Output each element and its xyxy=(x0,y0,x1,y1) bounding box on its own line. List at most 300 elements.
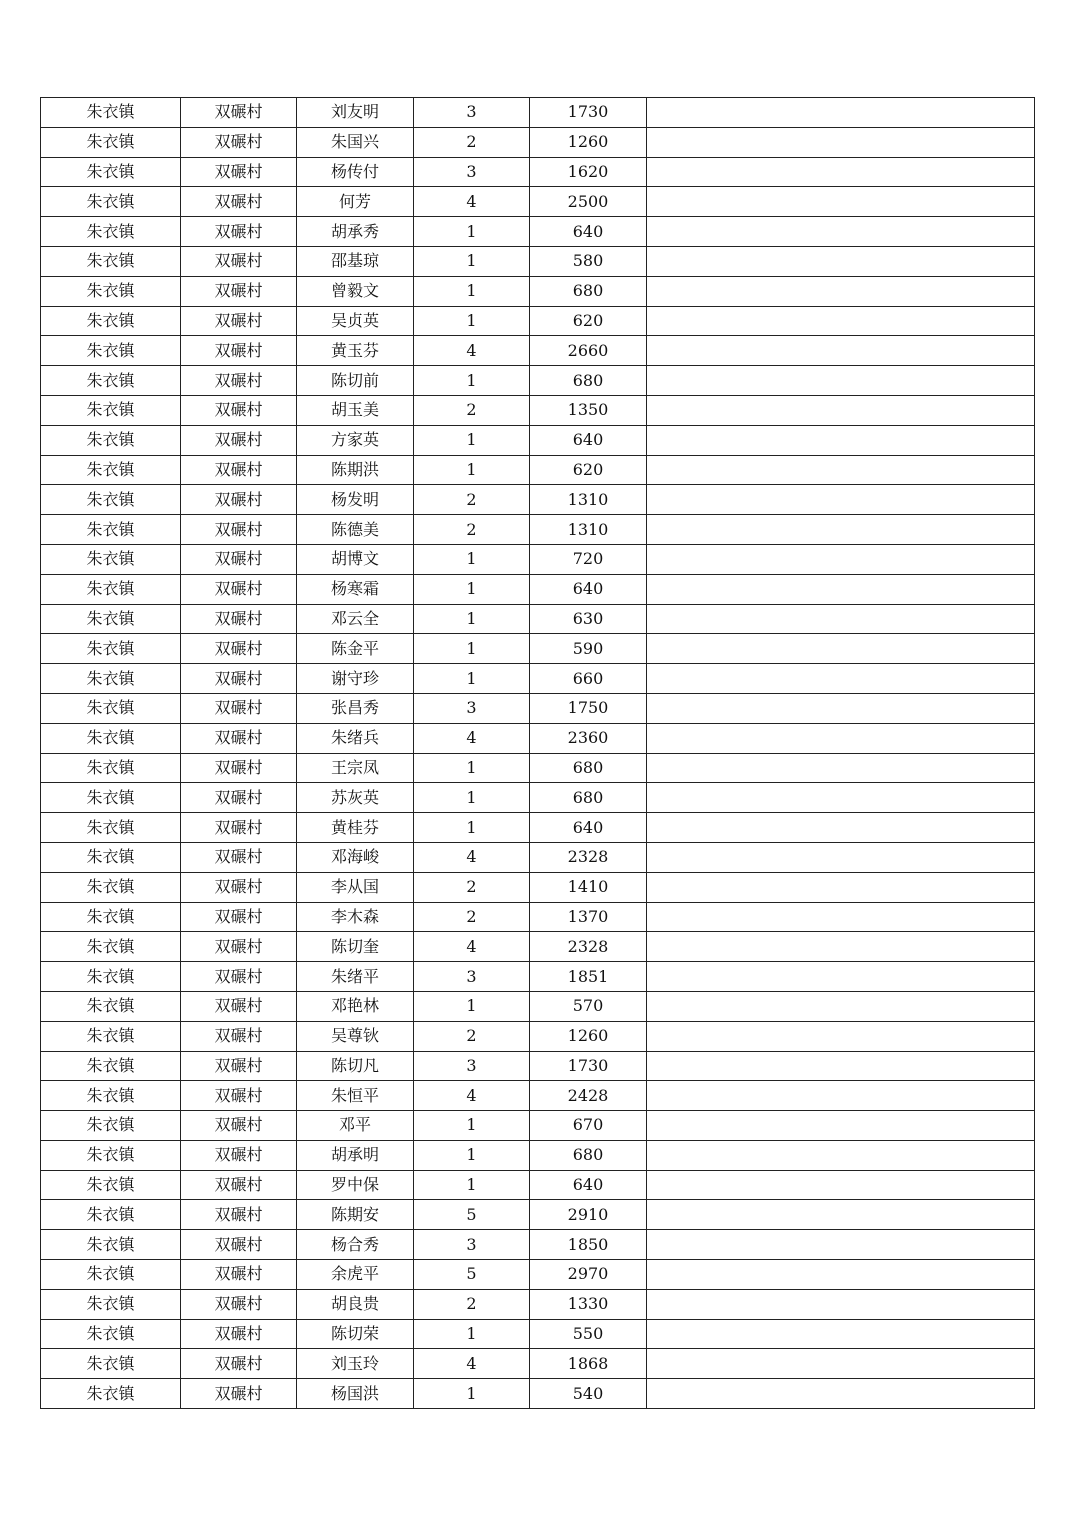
village-cell: 双碾村 xyxy=(181,962,297,992)
household-count-cell: 1 xyxy=(414,1140,530,1170)
village-cell: 双碾村 xyxy=(181,753,297,783)
note-cell xyxy=(647,1230,1035,1260)
village-cell: 双碾村 xyxy=(181,1289,297,1319)
household-count-cell: 1 xyxy=(414,753,530,783)
amount-cell: 2360 xyxy=(530,723,647,753)
household-count-cell: 3 xyxy=(414,157,530,187)
name-cell: 胡玉美 xyxy=(297,395,414,425)
household-table xyxy=(40,97,1035,1409)
town-cell: 朱衣镇 xyxy=(41,872,181,902)
town-cell: 朱衣镇 xyxy=(41,395,181,425)
household-count-cell: 1 xyxy=(414,366,530,396)
town-cell: 朱衣镇 xyxy=(41,455,181,485)
town-cell: 朱衣镇 xyxy=(41,544,181,574)
amount-cell: 1310 xyxy=(530,485,647,515)
village-cell: 双碾村 xyxy=(181,217,297,247)
table-row xyxy=(41,306,1035,336)
document-page xyxy=(40,97,1034,1409)
amount-cell: 590 xyxy=(530,634,647,664)
town-cell: 朱衣镇 xyxy=(41,902,181,932)
name-cell: 刘友明 xyxy=(297,98,414,128)
name-cell: 陈切凡 xyxy=(297,1051,414,1081)
name-cell: 陈期洪 xyxy=(297,455,414,485)
note-cell xyxy=(647,634,1035,664)
household-count-cell: 1 xyxy=(414,991,530,1021)
town-cell: 朱衣镇 xyxy=(41,276,181,306)
name-cell: 吴尊钬 xyxy=(297,1021,414,1051)
town-cell: 朱衣镇 xyxy=(41,1230,181,1260)
village-cell: 双碾村 xyxy=(181,664,297,694)
note-cell xyxy=(647,932,1035,962)
name-cell: 胡博文 xyxy=(297,544,414,574)
note-cell xyxy=(647,842,1035,872)
note-cell xyxy=(647,664,1035,694)
household-count-cell: 4 xyxy=(414,336,530,366)
town-cell: 朱衣镇 xyxy=(41,991,181,1021)
table-row xyxy=(41,1140,1035,1170)
town-cell: 朱衣镇 xyxy=(41,1289,181,1319)
household-count-cell: 1 xyxy=(414,276,530,306)
town-cell: 朱衣镇 xyxy=(41,157,181,187)
household-count-cell: 5 xyxy=(414,1260,530,1290)
table-row xyxy=(41,366,1035,396)
table-row xyxy=(41,1379,1035,1409)
amount-cell: 1260 xyxy=(530,127,647,157)
household-count-cell: 1 xyxy=(414,1379,530,1409)
name-cell: 邓艳林 xyxy=(297,991,414,1021)
name-cell: 邓平 xyxy=(297,1111,414,1141)
town-cell: 朱衣镇 xyxy=(41,813,181,843)
town-cell: 朱衣镇 xyxy=(41,604,181,634)
amount-cell: 640 xyxy=(530,217,647,247)
town-cell: 朱衣镇 xyxy=(41,634,181,664)
village-cell: 双碾村 xyxy=(181,1319,297,1349)
table-row xyxy=(41,962,1035,992)
village-cell: 双碾村 xyxy=(181,1230,297,1260)
town-cell: 朱衣镇 xyxy=(41,574,181,604)
town-cell: 朱衣镇 xyxy=(41,1319,181,1349)
town-cell: 朱衣镇 xyxy=(41,1349,181,1379)
village-cell: 双碾村 xyxy=(181,872,297,902)
town-cell: 朱衣镇 xyxy=(41,127,181,157)
household-count-cell: 1 xyxy=(414,783,530,813)
table-row xyxy=(41,664,1035,694)
town-cell: 朱衣镇 xyxy=(41,1200,181,1230)
table-row xyxy=(41,157,1035,187)
household-count-cell: 3 xyxy=(414,1051,530,1081)
household-count-cell: 3 xyxy=(414,98,530,128)
village-cell: 双碾村 xyxy=(181,991,297,1021)
household-count-cell: 1 xyxy=(414,306,530,336)
household-count-cell: 1 xyxy=(414,425,530,455)
village-cell: 双碾村 xyxy=(181,276,297,306)
name-cell: 李木森 xyxy=(297,902,414,932)
amount-cell: 1370 xyxy=(530,902,647,932)
village-cell: 双碾村 xyxy=(181,842,297,872)
name-cell: 杨合秀 xyxy=(297,1230,414,1260)
table-row xyxy=(41,1289,1035,1319)
name-cell: 陈期安 xyxy=(297,1200,414,1230)
table-row xyxy=(41,842,1035,872)
note-cell xyxy=(647,1260,1035,1290)
table-row xyxy=(41,1349,1035,1379)
name-cell: 朱绪平 xyxy=(297,962,414,992)
village-cell: 双碾村 xyxy=(181,425,297,455)
table-row xyxy=(41,902,1035,932)
table-row xyxy=(41,98,1035,128)
village-cell: 双碾村 xyxy=(181,783,297,813)
household-count-cell: 1 xyxy=(414,455,530,485)
amount-cell: 2910 xyxy=(530,1200,647,1230)
amount-cell: 670 xyxy=(530,1111,647,1141)
household-count-cell: 2 xyxy=(414,872,530,902)
note-cell xyxy=(647,991,1035,1021)
amount-cell: 1260 xyxy=(530,1021,647,1051)
amount-cell: 640 xyxy=(530,1170,647,1200)
name-cell: 邓云全 xyxy=(297,604,414,634)
name-cell: 陈金平 xyxy=(297,634,414,664)
household-count-cell: 2 xyxy=(414,395,530,425)
amount-cell: 680 xyxy=(530,1140,647,1170)
amount-cell: 680 xyxy=(530,276,647,306)
table-row xyxy=(41,1170,1035,1200)
village-cell: 双碾村 xyxy=(181,1260,297,1290)
household-count-cell: 2 xyxy=(414,1021,530,1051)
amount-cell: 660 xyxy=(530,664,647,694)
table-row xyxy=(41,604,1035,634)
household-count-cell: 4 xyxy=(414,187,530,217)
note-cell xyxy=(647,604,1035,634)
note-cell xyxy=(647,544,1035,574)
household-count-cell: 1 xyxy=(414,813,530,843)
household-count-cell: 1 xyxy=(414,1170,530,1200)
village-cell: 双碾村 xyxy=(181,813,297,843)
amount-cell: 570 xyxy=(530,991,647,1021)
name-cell: 张昌秀 xyxy=(297,693,414,723)
table-row xyxy=(41,1319,1035,1349)
note-cell xyxy=(647,1379,1035,1409)
name-cell: 邵基琼 xyxy=(297,246,414,276)
amount-cell: 680 xyxy=(530,783,647,813)
name-cell: 谢守珍 xyxy=(297,664,414,694)
household-count-cell: 1 xyxy=(414,217,530,247)
amount-cell: 1868 xyxy=(530,1349,647,1379)
village-cell: 双碾村 xyxy=(181,1021,297,1051)
amount-cell: 1750 xyxy=(530,693,647,723)
household-count-cell: 3 xyxy=(414,962,530,992)
amount-cell: 630 xyxy=(530,604,647,634)
name-cell: 胡良贵 xyxy=(297,1289,414,1319)
table-row xyxy=(41,395,1035,425)
village-cell: 双碾村 xyxy=(181,1200,297,1230)
table-row xyxy=(41,634,1035,664)
household-count-cell: 3 xyxy=(414,693,530,723)
village-cell: 双碾村 xyxy=(181,1140,297,1170)
note-cell xyxy=(647,127,1035,157)
name-cell: 杨国洪 xyxy=(297,1379,414,1409)
village-cell: 双碾村 xyxy=(181,246,297,276)
village-cell: 双碾村 xyxy=(181,336,297,366)
household-count-cell: 1 xyxy=(414,604,530,634)
household-count-cell: 2 xyxy=(414,127,530,157)
village-cell: 双碾村 xyxy=(181,98,297,128)
note-cell xyxy=(647,1021,1035,1051)
town-cell: 朱衣镇 xyxy=(41,515,181,545)
name-cell: 黄玉芬 xyxy=(297,336,414,366)
amount-cell: 1730 xyxy=(530,98,647,128)
name-cell: 杨发明 xyxy=(297,485,414,515)
note-cell xyxy=(647,425,1035,455)
name-cell: 何芳 xyxy=(297,187,414,217)
town-cell: 朱衣镇 xyxy=(41,783,181,813)
note-cell xyxy=(647,515,1035,545)
amount-cell: 2428 xyxy=(530,1081,647,1111)
amount-cell: 1730 xyxy=(530,1051,647,1081)
amount-cell: 1850 xyxy=(530,1230,647,1260)
table-row xyxy=(41,693,1035,723)
table-row xyxy=(41,1260,1035,1290)
village-cell: 双碾村 xyxy=(181,634,297,664)
amount-cell: 2970 xyxy=(530,1260,647,1290)
table-row xyxy=(41,425,1035,455)
table-row xyxy=(41,991,1035,1021)
amount-cell: 1310 xyxy=(530,515,647,545)
table-row xyxy=(41,872,1035,902)
table-row xyxy=(41,276,1035,306)
town-cell: 朱衣镇 xyxy=(41,1170,181,1200)
household-count-cell: 1 xyxy=(414,1111,530,1141)
table-row xyxy=(41,246,1035,276)
town-cell: 朱衣镇 xyxy=(41,246,181,276)
household-count-cell: 5 xyxy=(414,1200,530,1230)
table-row xyxy=(41,485,1035,515)
note-cell xyxy=(647,1319,1035,1349)
town-cell: 朱衣镇 xyxy=(41,98,181,128)
household-count-cell: 1 xyxy=(414,574,530,604)
town-cell: 朱衣镇 xyxy=(41,485,181,515)
amount-cell: 620 xyxy=(530,455,647,485)
amount-cell: 1851 xyxy=(530,962,647,992)
table-row xyxy=(41,1021,1035,1051)
town-cell: 朱衣镇 xyxy=(41,753,181,783)
village-cell: 双碾村 xyxy=(181,902,297,932)
note-cell xyxy=(647,217,1035,247)
village-cell: 双碾村 xyxy=(181,306,297,336)
town-cell: 朱衣镇 xyxy=(41,693,181,723)
amount-cell: 1620 xyxy=(530,157,647,187)
note-cell xyxy=(647,455,1035,485)
note-cell xyxy=(647,574,1035,604)
table-row xyxy=(41,187,1035,217)
household-count-cell: 1 xyxy=(414,664,530,694)
table-row xyxy=(41,1111,1035,1141)
note-cell xyxy=(647,157,1035,187)
name-cell: 陈德美 xyxy=(297,515,414,545)
note-cell xyxy=(647,693,1035,723)
name-cell: 陈切前 xyxy=(297,366,414,396)
village-cell: 双碾村 xyxy=(181,574,297,604)
table-row xyxy=(41,574,1035,604)
household-count-cell: 3 xyxy=(414,1230,530,1260)
note-cell xyxy=(647,276,1035,306)
amount-cell: 640 xyxy=(530,813,647,843)
village-cell: 双碾村 xyxy=(181,1379,297,1409)
town-cell: 朱衣镇 xyxy=(41,1111,181,1141)
village-cell: 双碾村 xyxy=(181,1051,297,1081)
town-cell: 朱衣镇 xyxy=(41,962,181,992)
note-cell xyxy=(647,813,1035,843)
village-cell: 双碾村 xyxy=(181,455,297,485)
note-cell xyxy=(647,1349,1035,1379)
amount-cell: 720 xyxy=(530,544,647,574)
table-row xyxy=(41,1200,1035,1230)
town-cell: 朱衣镇 xyxy=(41,425,181,455)
table-row xyxy=(41,127,1035,157)
name-cell: 黄桂芬 xyxy=(297,813,414,843)
village-cell: 双碾村 xyxy=(181,693,297,723)
name-cell: 曾毅文 xyxy=(297,276,414,306)
village-cell: 双碾村 xyxy=(181,515,297,545)
table-row xyxy=(41,515,1035,545)
household-count-cell: 4 xyxy=(414,932,530,962)
amount-cell: 640 xyxy=(530,574,647,604)
table-row xyxy=(41,1051,1035,1081)
village-cell: 双碾村 xyxy=(181,1081,297,1111)
village-cell: 双碾村 xyxy=(181,1349,297,1379)
amount-cell: 680 xyxy=(530,753,647,783)
village-cell: 双碾村 xyxy=(181,157,297,187)
table-row xyxy=(41,336,1035,366)
note-cell xyxy=(647,336,1035,366)
amount-cell: 680 xyxy=(530,366,647,396)
name-cell: 王宗凤 xyxy=(297,753,414,783)
name-cell: 邓海峻 xyxy=(297,842,414,872)
name-cell: 陈切荣 xyxy=(297,1319,414,1349)
household-count-cell: 2 xyxy=(414,485,530,515)
note-cell xyxy=(647,962,1035,992)
note-cell xyxy=(647,485,1035,515)
note-cell xyxy=(647,1051,1035,1081)
name-cell: 陈切奎 xyxy=(297,932,414,962)
village-cell: 双碾村 xyxy=(181,544,297,574)
name-cell: 胡承秀 xyxy=(297,217,414,247)
table-row xyxy=(41,455,1035,485)
name-cell: 杨传付 xyxy=(297,157,414,187)
village-cell: 双碾村 xyxy=(181,127,297,157)
name-cell: 朱恒平 xyxy=(297,1081,414,1111)
note-cell xyxy=(647,1111,1035,1141)
table-row xyxy=(41,1081,1035,1111)
name-cell: 朱绪兵 xyxy=(297,723,414,753)
note-cell xyxy=(647,783,1035,813)
town-cell: 朱衣镇 xyxy=(41,723,181,753)
name-cell: 杨寒霜 xyxy=(297,574,414,604)
note-cell xyxy=(647,1140,1035,1170)
amount-cell: 620 xyxy=(530,306,647,336)
household-count-cell: 2 xyxy=(414,1289,530,1319)
table-row xyxy=(41,932,1035,962)
amount-cell: 2328 xyxy=(530,932,647,962)
town-cell: 朱衣镇 xyxy=(41,664,181,694)
name-cell: 苏灰英 xyxy=(297,783,414,813)
name-cell: 罗中保 xyxy=(297,1170,414,1200)
household-count-cell: 2 xyxy=(414,515,530,545)
town-cell: 朱衣镇 xyxy=(41,336,181,366)
household-count-cell: 4 xyxy=(414,842,530,872)
note-cell xyxy=(647,1289,1035,1319)
name-cell: 吴贞英 xyxy=(297,306,414,336)
amount-cell: 550 xyxy=(530,1319,647,1349)
amount-cell: 640 xyxy=(530,425,647,455)
amount-cell: 1410 xyxy=(530,872,647,902)
amount-cell: 540 xyxy=(530,1379,647,1409)
table-row xyxy=(41,813,1035,843)
name-cell: 刘玉玲 xyxy=(297,1349,414,1379)
table-row xyxy=(41,217,1035,247)
town-cell: 朱衣镇 xyxy=(41,217,181,247)
amount-cell: 2660 xyxy=(530,336,647,366)
village-cell: 双碾村 xyxy=(181,604,297,634)
name-cell: 胡承明 xyxy=(297,1140,414,1170)
amount-cell: 1330 xyxy=(530,1289,647,1319)
town-cell: 朱衣镇 xyxy=(41,1081,181,1111)
village-cell: 双碾村 xyxy=(181,395,297,425)
town-cell: 朱衣镇 xyxy=(41,842,181,872)
note-cell xyxy=(647,723,1035,753)
name-cell: 方家英 xyxy=(297,425,414,455)
note-cell xyxy=(647,1081,1035,1111)
note-cell xyxy=(647,187,1035,217)
note-cell xyxy=(647,1170,1035,1200)
village-cell: 双碾村 xyxy=(181,1111,297,1141)
household-count-cell: 4 xyxy=(414,723,530,753)
table-row xyxy=(41,753,1035,783)
town-cell: 朱衣镇 xyxy=(41,1021,181,1051)
amount-cell: 2328 xyxy=(530,842,647,872)
village-cell: 双碾村 xyxy=(181,723,297,753)
town-cell: 朱衣镇 xyxy=(41,1260,181,1290)
town-cell: 朱衣镇 xyxy=(41,932,181,962)
village-cell: 双碾村 xyxy=(181,485,297,515)
table-row xyxy=(41,544,1035,574)
name-cell: 朱国兴 xyxy=(297,127,414,157)
household-count-cell: 1 xyxy=(414,1319,530,1349)
note-cell xyxy=(647,395,1035,425)
note-cell xyxy=(647,366,1035,396)
table-row xyxy=(41,723,1035,753)
name-cell: 李从国 xyxy=(297,872,414,902)
town-cell: 朱衣镇 xyxy=(41,306,181,336)
village-cell: 双碾村 xyxy=(181,932,297,962)
household-count-cell: 1 xyxy=(414,544,530,574)
town-cell: 朱衣镇 xyxy=(41,1140,181,1170)
note-cell xyxy=(647,1200,1035,1230)
household-count-cell: 1 xyxy=(414,246,530,276)
amount-cell: 580 xyxy=(530,246,647,276)
household-count-cell: 1 xyxy=(414,634,530,664)
town-cell: 朱衣镇 xyxy=(41,187,181,217)
note-cell xyxy=(647,98,1035,128)
amount-cell: 1350 xyxy=(530,395,647,425)
note-cell xyxy=(647,306,1035,336)
town-cell: 朱衣镇 xyxy=(41,1379,181,1409)
town-cell: 朱衣镇 xyxy=(41,366,181,396)
note-cell xyxy=(647,872,1035,902)
household-count-cell: 4 xyxy=(414,1349,530,1379)
table-row xyxy=(41,783,1035,813)
household-count-cell: 2 xyxy=(414,902,530,932)
town-cell: 朱衣镇 xyxy=(41,1051,181,1081)
